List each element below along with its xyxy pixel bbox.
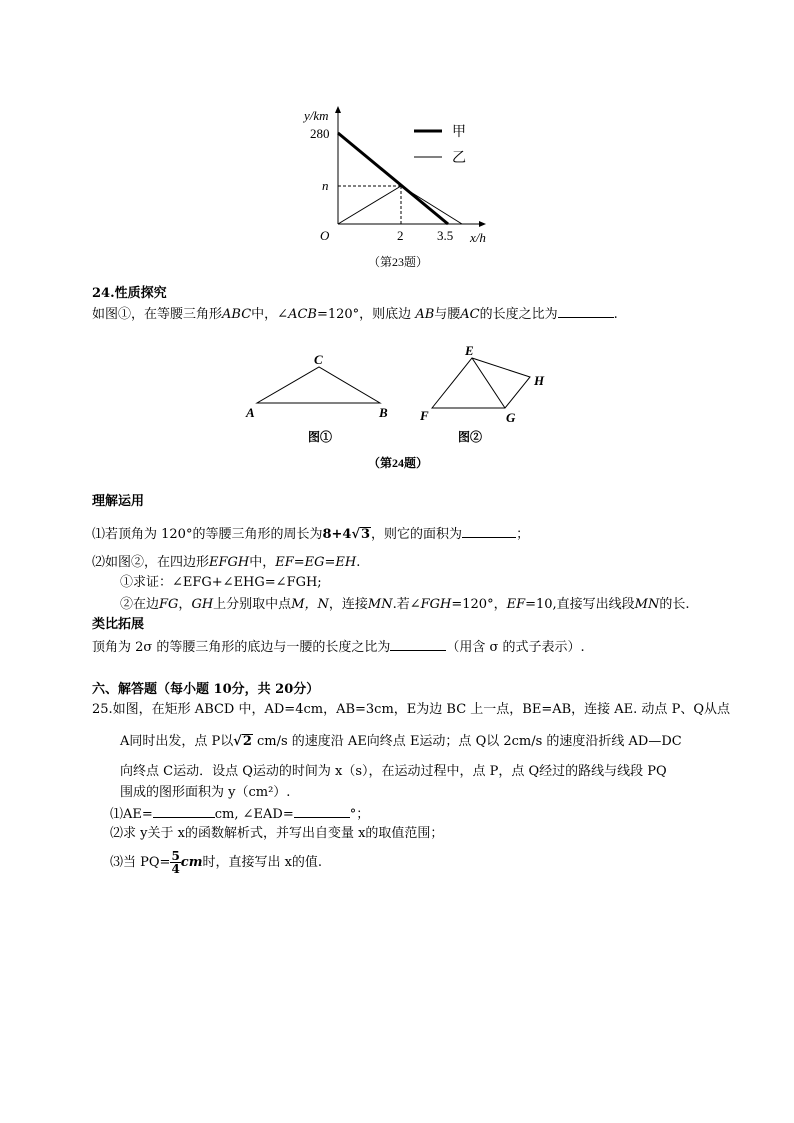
q24-p2-end: .	[356, 555, 361, 570]
q24-p1-answer-blank[interactable]	[462, 525, 516, 538]
q24-p2ii-text-d: .若∠	[392, 597, 421, 612]
q25-part2: ⑵求 y关于 x的函数解析式，并写出自变量 x的取值范围；	[110, 826, 444, 841]
q25-part1	[110, 805, 369, 823]
q24-intro-text-b: 中，∠	[251, 307, 289, 322]
understand-heading: 理解运用	[92, 494, 145, 509]
q25-p1-text-c: °；	[349, 807, 370, 822]
legend-yi-label: 乙	[452, 151, 466, 166]
q24-intro-text-c: =120°，则底边	[316, 307, 412, 322]
triangle-abc	[257, 367, 380, 403]
fig2-label: 图②	[458, 430, 483, 444]
q24-p2ii-text-b: 上分别取中点	[213, 597, 292, 612]
q24-intro-ab: AB	[415, 307, 435, 322]
series-yi-line-2	[401, 186, 462, 224]
q24-p1-sqrt-radicand: 3	[361, 527, 371, 542]
q25-p3-fraction	[170, 850, 180, 875]
q25-line1: 25.如图，在矩形 ABCD 中，AD=4cm，AB=3cm，E为边 BC 上一点，BE=AB，连接 AE. 动点 P、Q从点	[92, 702, 730, 717]
y-tick-280: 280	[310, 126, 330, 141]
analog-heading: 类比拓展	[92, 617, 145, 632]
q24-p2ii-mn: M，N	[291, 597, 329, 612]
series-yi-line-1	[338, 186, 401, 224]
q24-intro-acb: ACB	[288, 307, 317, 322]
x-axis-label: x/h	[470, 230, 486, 245]
q25-p1-ae-blank[interactable]	[153, 805, 215, 818]
q25-line2-text-a: A同时出发，点 P以	[120, 734, 234, 749]
q24-p2ii-text-a: ②在边	[120, 597, 160, 612]
graph-q23	[300, 100, 500, 275]
point-a: A	[246, 405, 255, 420]
q24-p2ii-comma: ，	[178, 597, 192, 612]
q24-p2ii-gh: GH	[191, 597, 214, 612]
y-axis-arrow	[335, 106, 341, 113]
quad-efgh	[432, 358, 530, 408]
q24-p1-end: ；	[516, 527, 530, 542]
q24-p2ii-text-g: 的长.	[659, 597, 690, 612]
q25-p3-text-b: 时，直接写出 x的值.	[202, 855, 323, 870]
q25-p3-numerator: 5	[171, 849, 180, 863]
q24-p2-efgh: EFGH	[209, 555, 250, 570]
q25-line2	[120, 734, 682, 750]
q25-sqrt2-radicand: 2	[242, 734, 252, 749]
q24-p2-text-b: 中，	[249, 555, 276, 570]
q24-intro	[92, 305, 618, 323]
q24-intro-end: .	[613, 307, 618, 322]
q24-analog-answer-blank[interactable]	[390, 638, 446, 651]
q24-analog-text-b: （用含 σ 的式子表示）.	[446, 640, 585, 655]
origin-label: O	[320, 228, 330, 243]
fig1-label: 图①	[308, 430, 333, 444]
q24-p1-eight: 8	[322, 527, 332, 542]
q24-p2ii-fg: FG	[159, 597, 179, 612]
x-tick-2: 2	[397, 228, 404, 243]
point-c: C	[314, 352, 323, 367]
q24-p2-text-a: ⑵如图②，在四边形	[92, 555, 210, 570]
q24-part2-ii	[120, 597, 690, 613]
legend-jia-label: 甲	[452, 125, 466, 140]
q24-heading: 24.性质探究	[92, 286, 167, 301]
x-axis-arrow	[479, 221, 486, 227]
q25-sqrt2: √2	[233, 734, 252, 749]
q24-p2ii-text-c: ，连接	[328, 597, 368, 612]
q24-p2ii-text-e: =120°，	[451, 597, 507, 612]
series-jia-line	[338, 133, 448, 224]
point-e: E	[465, 343, 474, 358]
x-tick-35: 3.5	[437, 228, 454, 243]
q25-part3	[110, 850, 322, 875]
q25-line4: 围成的图形面积为 y（cm²）.	[120, 785, 291, 800]
q24-part1	[92, 525, 529, 543]
q24-p2ii-fgh: FGH	[420, 597, 452, 612]
q24-analog	[92, 638, 585, 656]
q24-p2ii-ef: EF	[506, 597, 526, 612]
y-axis-label: y/km	[304, 108, 329, 123]
q24-intro-text-d: 与腰	[434, 307, 461, 322]
q25-p3-denominator: 4	[171, 862, 180, 876]
q24-intro-ac: AC	[460, 307, 480, 322]
y-tick-n: n	[322, 178, 329, 193]
q25-p3-unit: cm	[180, 855, 203, 870]
q24-intro-text-e: 的长度之比为	[479, 307, 558, 322]
q25-p1-angle-blank[interactable]	[294, 805, 350, 818]
q25-line3: 向终点 C运动．设点 Q运动的时间为 x（s），在运动过程中，点 P，点 Q经过的路线与线段 PQ	[120, 764, 667, 779]
caption-q24: （第24题）	[368, 456, 429, 470]
q24-p2ii-mn3: MN	[634, 597, 660, 612]
point-b: B	[379, 405, 388, 420]
q24-p1-sqrt: √3	[351, 527, 371, 542]
q25-line2-text-b: cm/s 的速度沿 AE向终点 E运动；点 Q以 2cm/s 的速度沿折线 AD—DC	[252, 734, 682, 749]
q24-p1-plus: +4	[331, 527, 352, 542]
q24-p1-text-b: ，则它的面积为	[371, 527, 463, 542]
q24-intro-abc: ABC	[222, 307, 252, 322]
segment-eg	[472, 358, 505, 408]
q24-analog-text-a: 顶角为 2σ 的等腰三角形的底边与一腰的长度之比为	[92, 640, 391, 655]
caption-q23: （第23题）	[368, 255, 429, 269]
q24-p2ii-mn2: MN	[367, 597, 393, 612]
q24-p2-eq: EF=EG=EH	[275, 555, 357, 570]
q24-p2ii-text-f: =10,直接写出线段	[525, 597, 635, 612]
point-f: F	[420, 408, 429, 423]
q25-p1-text-b: cm, ∠EAD=	[214, 807, 294, 822]
q24-p1-text: ⑴若顶角为 120°的等腰三角形的周长为	[92, 527, 323, 542]
q24-answer-blank[interactable]	[558, 305, 614, 318]
point-h: H	[534, 373, 545, 388]
fig-q24	[240, 343, 560, 473]
q24-intro-text-a: 如图①，在等腰三角形	[92, 307, 223, 322]
q25-p1-text-a: ⑴AE=	[110, 807, 153, 822]
q24-part2	[92, 555, 360, 571]
q24-part2-i: ①求证：∠EFG+∠EHG=∠FGH;	[120, 575, 322, 590]
q25-p3-text-a: ⑶当 PQ=	[110, 855, 171, 870]
section6-heading: 六、解答题（每小题 10分，共 20分）	[92, 682, 320, 697]
point-g: G	[506, 410, 516, 425]
